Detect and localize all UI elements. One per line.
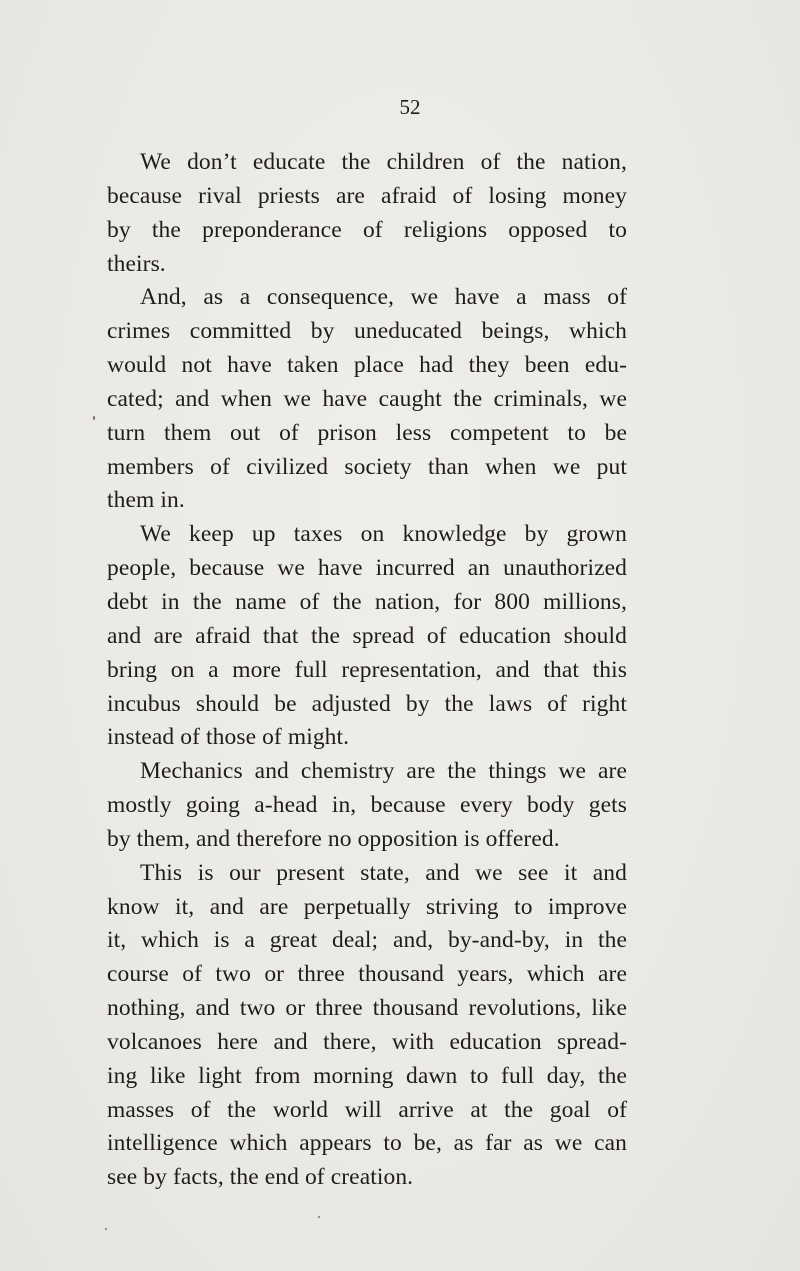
text-line: masses of the world will arrive at the goal of	[107, 1096, 627, 1123]
page-number: 52	[399, 95, 421, 119]
text-line: know it, and are perpetually striving to improve	[107, 893, 627, 920]
text-line: by them, and therefore no opposition is offered.	[107, 825, 560, 852]
text-line: by the preponderance of religions opposed to	[107, 216, 627, 243]
text-line: see by facts, the end of creation.	[107, 1164, 414, 1191]
text-line: We keep up taxes on knowledge by grown	[140, 521, 627, 548]
text-line: members of civilized society than when we put	[107, 453, 627, 480]
text-line: instead of those of might.	[107, 724, 350, 751]
text-line: because rival priests are afraid of losing money	[107, 182, 627, 209]
text-line: theirs.	[107, 250, 166, 277]
text-line: ing like light from morning dawn to full day, the	[107, 1062, 627, 1089]
text-line: turn them out of prison less competent to be	[107, 419, 627, 446]
text-line: And, as a consequence, we have a mass of	[140, 284, 627, 311]
text-line: cated; and when we have caught the criminals, we	[107, 385, 627, 412]
scan-speck	[105, 1228, 107, 1230]
text-line: This is our present state, and we see it and	[140, 859, 627, 886]
body-text	[107, 146, 627, 1195]
text-line: them in.	[107, 487, 185, 514]
text-line: incubus should be adjusted by the laws of right	[107, 690, 627, 717]
text-line: Mechanics and chemistry are the things we are	[140, 758, 627, 785]
text-line: would not have taken place had they been edu-	[107, 352, 627, 379]
scan-speck	[93, 416, 95, 420]
text-line: and are afraid that the spread of education should	[107, 622, 627, 649]
scan-speck	[318, 1216, 320, 1218]
text-line: intelligence which appears to be, as far as we can	[107, 1130, 627, 1157]
text-line: mostly going a-head in, because every body gets	[107, 792, 627, 819]
text-line: We don’t educate the children of the nation,	[140, 149, 627, 175]
text-line: bring on a more full representation, and that this	[107, 656, 627, 683]
text-line: people, because we have incurred an unauthorized	[107, 555, 627, 582]
text-line: debt in the name of the nation, for 800 millions,	[107, 588, 627, 615]
text-line: volcanoes here and there, with education spread-	[107, 1028, 627, 1055]
text-line: crimes committed by uneducated beings, which	[107, 318, 627, 345]
text-line: course of two or three thousand years, which are	[107, 961, 627, 988]
text-line: nothing, and two or three thousand revolutions, like	[107, 995, 627, 1022]
text-line: it, which is a great deal; and, by-and-by, in the	[107, 927, 627, 954]
